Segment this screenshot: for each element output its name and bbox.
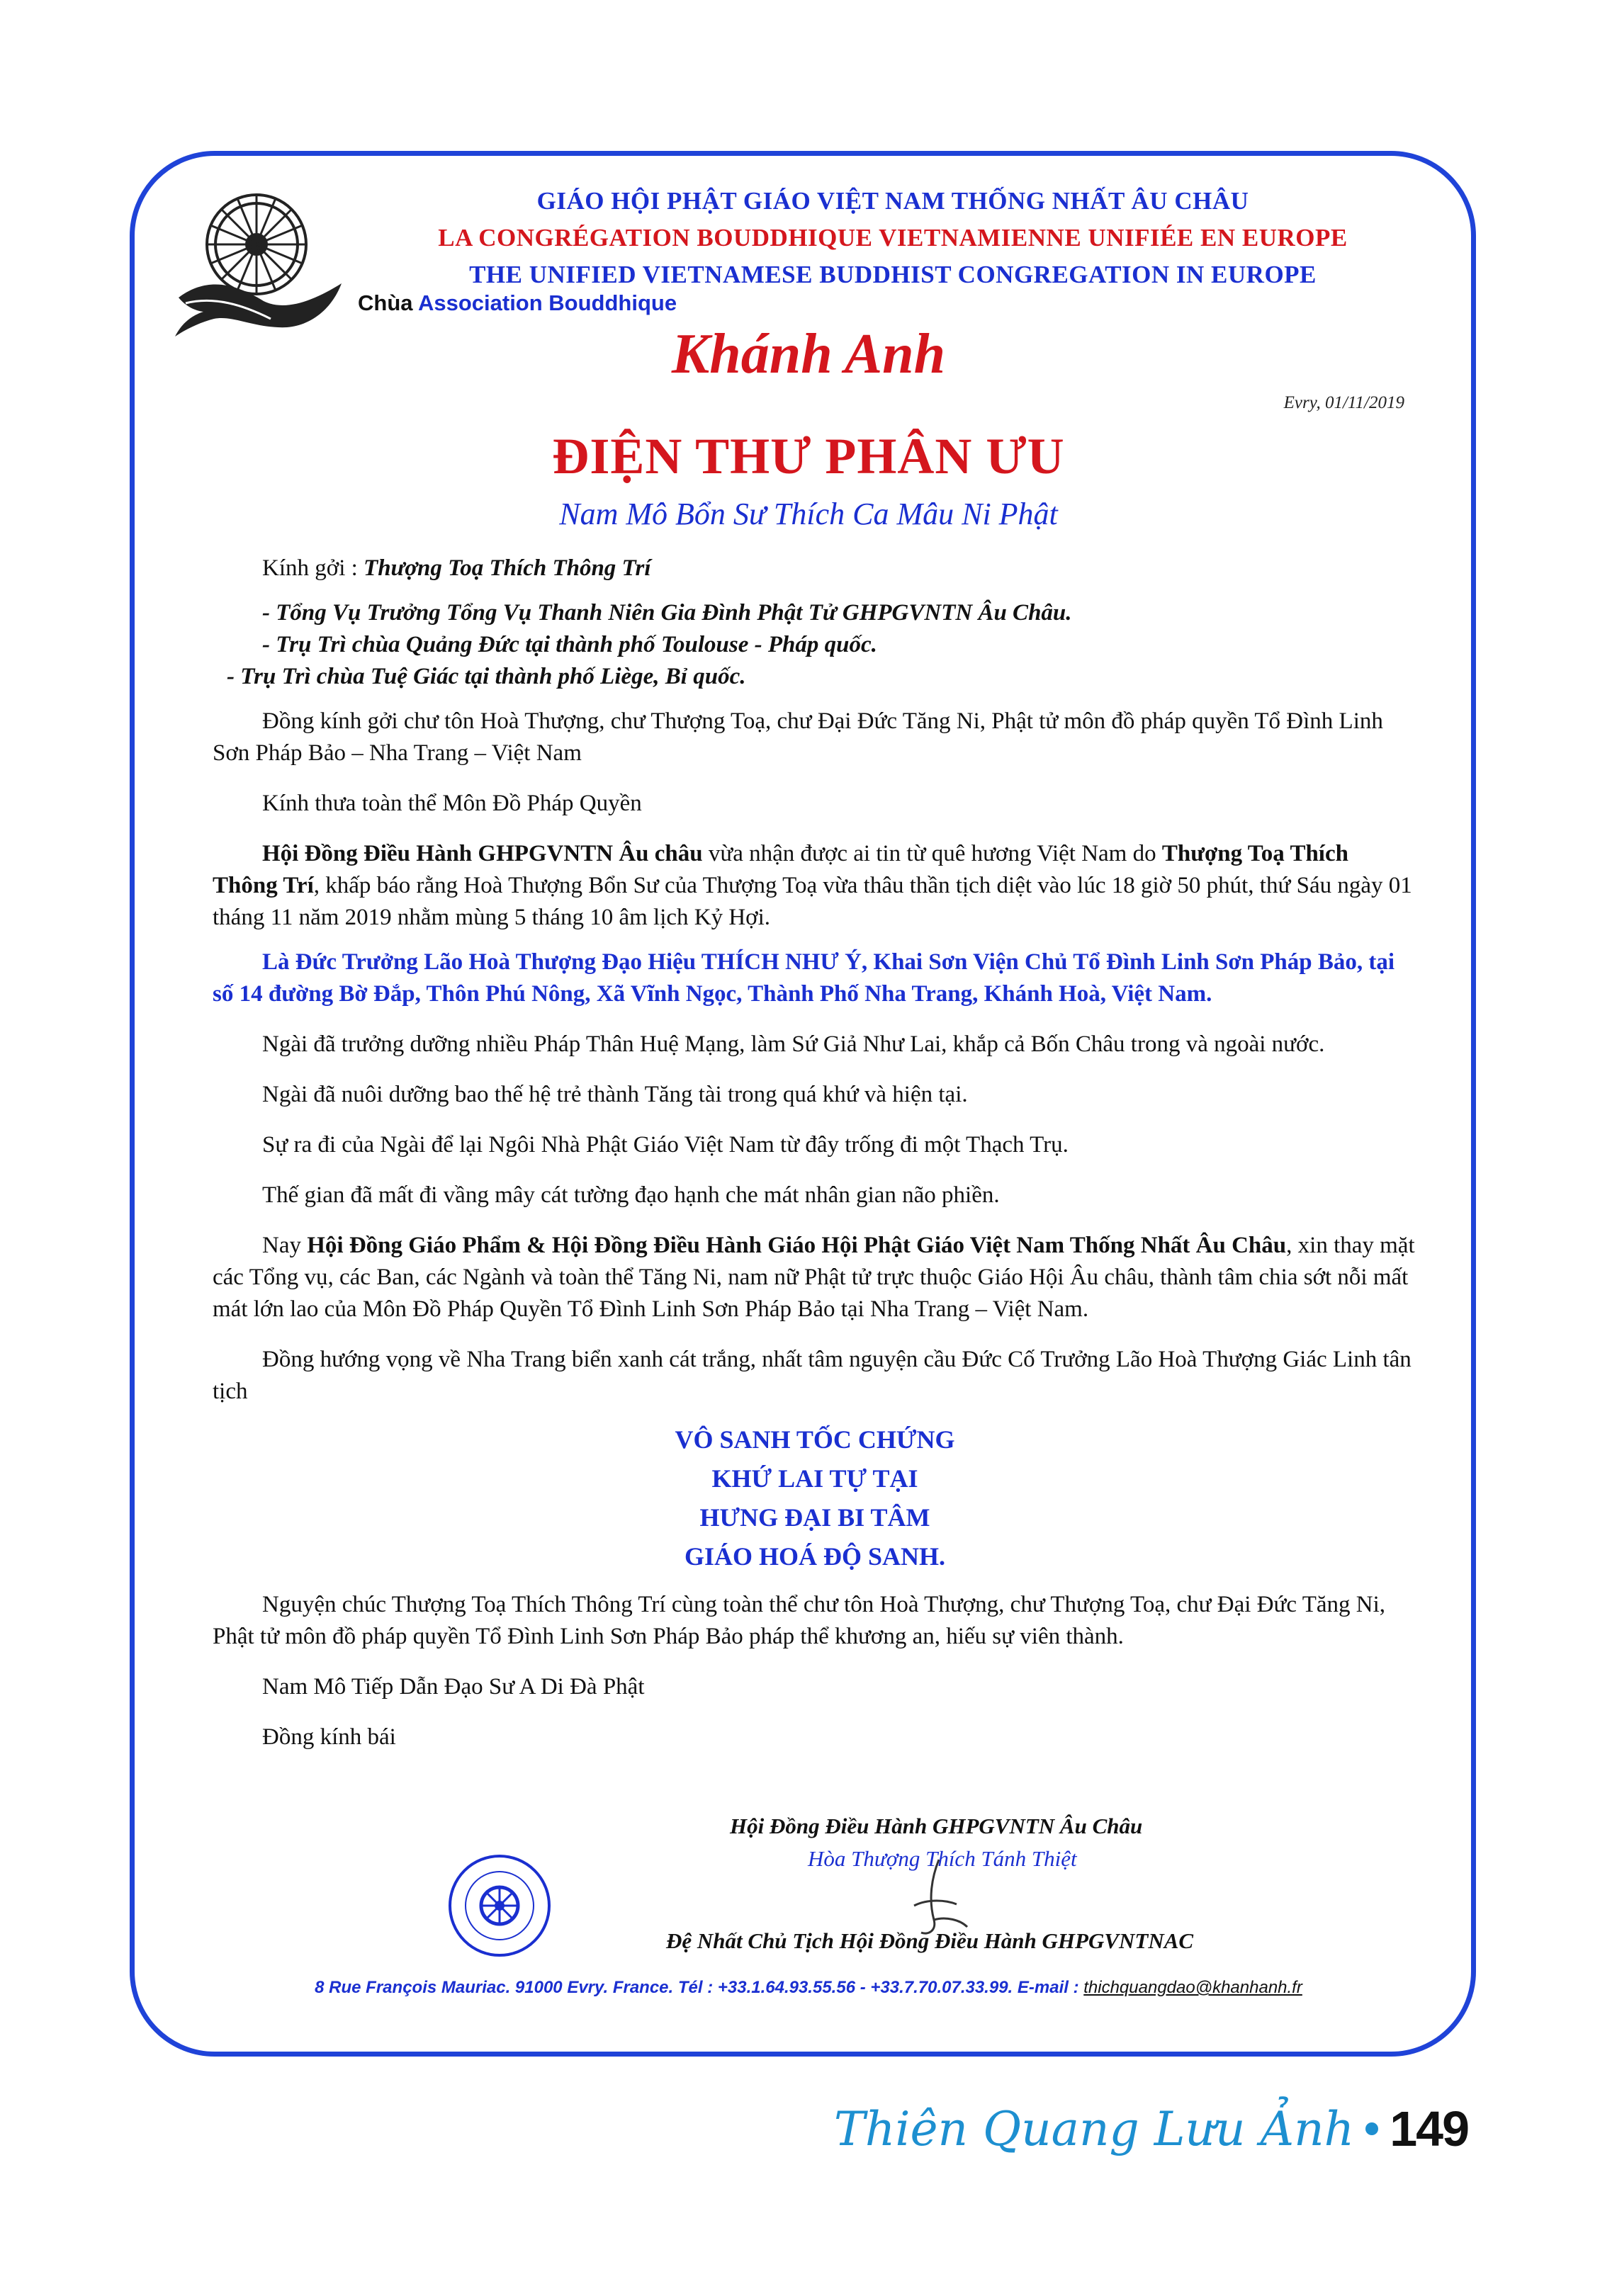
address-text: 8 Rue François Mauriac. 91000 Evry. France. Tél : +33.1.64.93.55.56 - +33.7.70.07.33.99. E-mail : (315, 1978, 1084, 1997)
footer-address (0, 1978, 1617, 1998)
salutation-name: Thượng Toạ Thích Thông Trí (364, 555, 651, 581)
verse-line: KHỨ LAI TỰ TẠI (711, 1464, 918, 1493)
signature-name: Hòa Thượng Thích Tánh Thiệt (808, 1846, 1077, 1871)
book-footer (834, 2100, 1468, 2157)
paragraph (213, 838, 1417, 934)
organization-header (340, 183, 1446, 293)
verse-line: GIÁO HOÁ ĐỘ SANH. (684, 1542, 946, 1571)
paragraph-highlight: Là Đức Trưởng Lão Hoà Thượng Đạo Hiệu THÍCH NHƯ Ý, Khai Sơn Viện Chủ Tổ Đình Linh Sơn Pháp Bảo, tại số 14 đường Bờ Đắp, Thôn Phú Nông, Xã Vĩnh Ngọc, Thành Phố Nha Trang, Khánh Hoà, Việt Nam. (213, 949, 1395, 1007)
salutation (213, 553, 1417, 584)
paragraph: Nguyện chúc Thượng Toạ Thích Thông Trí cùng toàn thể chư tôn Hoà Thượng, chư Thượng Toạ, chư Đại Đức Tăng Ni, Phật tử môn đồ pháp quyền Tổ Đình Linh Sơn Pháp Bảo pháp thể khương an, hiếu sự viên thành. (213, 1592, 1386, 1649)
letter-subtitle: Nam Mô Bổn Sư Thích Ca Mâu Ni Phật (559, 497, 1058, 531)
bold-text: Thượng Toạ Thích Thông Trí (213, 841, 1348, 898)
text: vừa nhận được ai tin từ quê hương Việt Nam do (702, 841, 1162, 866)
paragraph: Thế gian đã mất đi vầng mây cát tường đạo hạnh che mát nhân gian não phiền. (262, 1182, 1000, 1208)
pagoda-prefix: Chùa (358, 290, 413, 315)
book-title: Thiên Quang Lưu Ảnh (833, 2101, 1355, 2156)
paragraph (213, 1230, 1417, 1325)
letter-date: Evry, 01/11/2019 (1283, 393, 1404, 412)
letter-body (213, 553, 1417, 1753)
org-name-vietnamese: GIÁO HỘI PHẬT GIÁO VIỆT NAM THỐNG NHẤT ÂU CHÂU (536, 187, 1249, 215)
recipient-line: - Tổng Vụ Trưởng Tổng Vụ Thanh Niên Gia Đình Phật Tử GHPGVNTN Âu Châu. (262, 600, 1072, 626)
verse-line: VÔ SANH TỐC CHỨNG (675, 1425, 955, 1454)
recipient-line: - Trụ Trì chùa Tuệ Giác tại thành phố Liège, Bỉ quốc. (227, 664, 746, 689)
dharma-wheel-logo-icon (164, 177, 349, 347)
bold-text: Hội Đồng Điều Hành GHPGVNTN Âu châu (262, 841, 703, 866)
paragraph: Ngài đã trưởng dưỡng nhiều Pháp Thân Huệ Mạng, làm Sứ Giả Như Lai, khắp cả Bốn Châu trong và ngoài nước. (262, 1031, 1325, 1057)
paragraph: Kính thưa toàn thể Môn Đồ Pháp Quyền (262, 791, 642, 816)
paragraph: Đồng kính bái (262, 1724, 396, 1750)
paragraph: Đồng kính gởi chư tôn Hoà Thượng, chư Thượng Toạ, chư Đại Đức Tăng Ni, Phật tử môn đồ pháp quyền Tổ Đình Linh Sơn Pháp Bảo – Nha Trang – Việt Nam (213, 708, 1383, 766)
letter-title: ĐIỆN THƯ PHÂN ƯU (552, 428, 1065, 485)
org-name-english: THE UNIFIED VIETNAMESE BUDDHIST CONGREGATION IN EUROPE (469, 261, 1317, 288)
verse-line: HƯNG ĐẠI BI TÂM (699, 1503, 930, 1532)
text: , xin thay mặt các Tổng vụ, các Ban, các Ngành và toàn thể Tăng Ni, nam nữ Phật tử trực thuộc Giáo Hội Âu châu, thành tâm chia sớt nỗi mất mát lớn lao của Môn Đồ Pháp Quyền Tổ Đình Linh Sơn Pháp Bảo tại Nha Trang – Việt Nam. (213, 1233, 1415, 1322)
pagoda-association: Association Bouddhique (417, 290, 677, 315)
verse-block (213, 1420, 1417, 1576)
page-number: 149 (1390, 2101, 1468, 2156)
signature-block (638, 1810, 1417, 1957)
pagoda-label (358, 290, 677, 316)
signature-role: Đệ Nhất Chủ Tịch Hội Đồng Điều Hành GHPGVNTNAC (666, 1928, 1194, 1953)
org-name-french: LA CONGRÉGATION BOUDDHIQUE VIETNAMIENNE UNIFIÉE EN EUROPE (438, 224, 1348, 251)
text: , khấp báo rằng Hoà Thượng Bổn Sư của Thượng Toạ vừa thâu thần tịch diệt vào lúc 18 giờ 50 phút, thứ Sáu ngày 01 tháng 11 năm 2019 nhằm mùng 5 tháng 10 âm lịch Kỷ Hợi. (213, 873, 1412, 930)
paragraph: Đồng hướng vọng về Nha Trang biển xanh cát trắng, nhất tâm nguyện cầu Đức Cố Trưởng Lão Hoà Thượng Giác Linh tân tịch (213, 1347, 1412, 1404)
paragraph: Nam Mô Tiếp Dẫn Đạo Sư A Di Đà Phật (262, 1674, 645, 1700)
paragraph: Sự ra đi của Ngài để lại Ngôi Nhà Phật Giáo Việt Nam từ đây trống đi một Thạch Trụ. (262, 1132, 1069, 1158)
paragraph: Ngài đã nuôi dưỡng bao thế hệ trẻ thành Tăng tài trong quá khứ và hiện tại. (262, 1082, 968, 1107)
email-link[interactable]: thichquangdao@khanhanh.fr (1083, 1978, 1302, 1997)
bold-text: Hội Đồng Giáo Phẩm & Hội Đồng Điều Hành Giáo Hội Phật Giáo Việt Nam Thống Nhất Âu Châu (307, 1233, 1287, 1258)
salutation-prefix: Kính gởi : (262, 555, 364, 581)
text: Nay (262, 1233, 308, 1258)
pagoda-name: Khánh Anh (671, 323, 946, 385)
signature-organization: Hội Đồng Điều Hành GHPGVNTN Âu Châu (730, 1814, 1143, 1838)
congregation-seal-icon (446, 1853, 553, 1959)
recipient-line: - Trụ Trì chùa Quảng Đức tại thành phố Toulouse - Pháp quốc. (262, 632, 877, 657)
bullet-dot-icon (1365, 2122, 1378, 2135)
